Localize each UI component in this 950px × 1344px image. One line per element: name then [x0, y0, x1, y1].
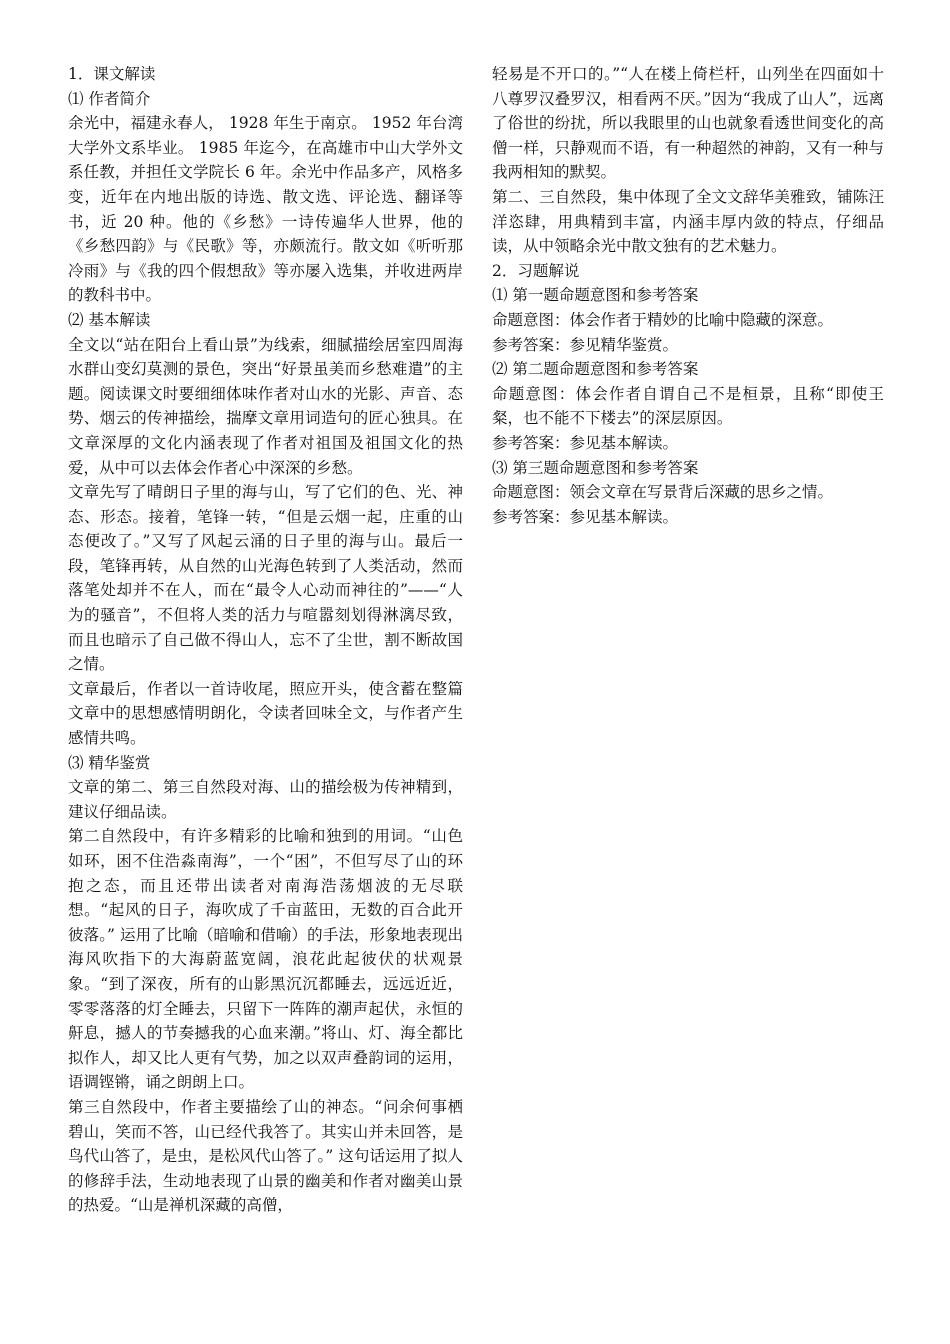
subheading-appreciation: ⑶ 精华鉴赏 — [68, 753, 151, 772]
paragraph-basic-reading-1: 全文以“站在阳台上看山景”为线索，细腻描绘居室四周海水群山变幻莫测的景色，突出“好景虽美而乡愁难遣”的主题。阅读课文时要细细体味作者对山水的光影、声音、态势、烟云的传神描绘，揣摩文章用词造句的匠心独具。在文章深厚的文化内涵表现了作者对祖国及祖国文化的热爱，从中可以去体会作者心中深深的乡愁。 — [68, 335, 463, 477]
section-heading-1: 1．课文解读 — [68, 65, 156, 83]
paragraph-basic-reading-3: 文章最后，作者以一首诗收尾，照应开头，使含蓄在整篇文章中的思想感情明朗化，令读者回味全文，与作者产生感情共鸣。 — [68, 679, 463, 748]
q3-intent: 命题意图：领会文章在写景背后深藏的思乡之情。 — [492, 483, 834, 502]
subheading-author-intro: ⑴ 作者简介 — [68, 89, 151, 108]
paragraph-basic-reading-2: 文章先写了晴朗日子里的海与山，写了它们的色、光、神态、形态。接着，笔锋一转，“但是云烟一起，庄重的山态便改了。”又写了风起云涌的日子里的海与山。最后一段，笔锋再转，从自然的山光海色转到了人类活动，然而落笔处却并不在人，而在“最令人心动而神往的”——“人为的骚音”，不但将人类的活力与喧嚣刻划得淋漓尽致，而且也暗示了自己做不得山人，忘不了尘世，割不断故国之情。 — [68, 483, 463, 674]
subheading-q1: ⑴ 第一题命题意图和参考答案 — [492, 286, 699, 305]
paragraph-appreciation-4: 第二、三自然段，集中体现了全文文辞华美雅致，铺陈汪洋恣肆，用典精到丰富，内涵丰厚内敛的特点，仔细品读，从中领略余光中散文独有的艺术魅力。 — [492, 187, 884, 256]
section-heading-2: 2．习题解说 — [492, 261, 580, 280]
subheading-q2: ⑵ 第二题命题意图和参考答案 — [492, 360, 699, 379]
paragraph-appreciation-2: 第二自然段中，有许多精彩的比喻和独到的用词。“山色如环，困不住浩淼南海”，一个“困”，不但写尽了山的环抱之态，而且还带出读者对南海浩荡烟波的无尽联想。“起风的日子，海吹成了千亩蓝田，无数的百合此开彼落。” 运用了比喻（暗喻和借喻）的手法，形象地表现出海风吹指下的大海蔚蓝宽阔，浪花此起彼伏的状观景象。“到了深夜，所有的山影黑沉沉都睡去，远远近近，零零落落的灯全睡去，只留下一阵阵的潮声起伏，永恒的鼾息，撼人的节奏撼我的心血来潮。”将山、灯、海全都比拟作人，却又比人更有气势，加之以双声叠韵词的运用，语调铿锵，诵之朗朗上口。 — [68, 827, 463, 1092]
paragraph-author-intro: 余光中，福建永春人， 1928 年生于南京。 1952 年台湾大学外文系毕业。 1985 年迄今，在高雄市中山大学外文系任教，并担任文学院长 6 年。余光中作品多产，风格多变，近年在内地出版的诗选、散文选、评论选、翻译等书，近 20 种。他的《乡愁》一诗传遍华人世界，他的《乡愁四韵》与《民歌》等，亦颇流行。散文如《听听那冷雨》与《我的四个假想敌》等亦屡入选集，并收进两岸的教科书中。 — [68, 114, 463, 305]
right-column — [492, 62, 884, 529]
subheading-q3: ⑶ 第三题命题意图和参考答案 — [492, 458, 699, 477]
subheading-basic-reading: ⑵ 基本解读 — [68, 310, 151, 329]
paragraph-appreciation-3: 第三自然段中，作者主要描绘了山的神态。“问余何事栖碧山，笑而不答，山已经代我答了。其实山并未回答，是鸟代山答了，是虫，是松风代山答了。” 这句话运用了拟人的修辞手法，生动地表现了山景的幽美和作者对幽美山景的热爱。“山是禅机深藏的高僧， — [68, 1097, 463, 1215]
q2-intent: 命题意图：体会作者自谓自己不是桓景，且称“即使王粲，也不能不下楼去”的深层原因。 — [492, 384, 884, 428]
q1-answer: 参考答案：参见精华鉴赏。 — [492, 335, 679, 354]
left-column — [68, 62, 463, 1218]
paragraph-appreciation-3-cont: 轻易是不开口的。”“人在楼上倚栏杆，山列坐在四面如十八尊罗汉叠罗汉，相看两不厌。”因为“我成了山人”，远离了俗世的纷扰，所以我眼里的山也就象看透世间变化的高僧一样，只静观而不语，有一种超然的神韵，又有一种与我两相知的默契。 — [492, 65, 884, 182]
paragraph-appreciation-1: 文章的第二、第三自然段对海、山的描绘极为传神精到，建议仔细品读。 — [68, 778, 463, 821]
q2-answer: 参考答案：参见基本解读。 — [492, 433, 679, 452]
q1-intent: 命题意图：体会作者于精妙的比喻中隐藏的深意。 — [492, 310, 834, 329]
q3-answer: 参考答案：参见基本解读。 — [492, 507, 679, 526]
